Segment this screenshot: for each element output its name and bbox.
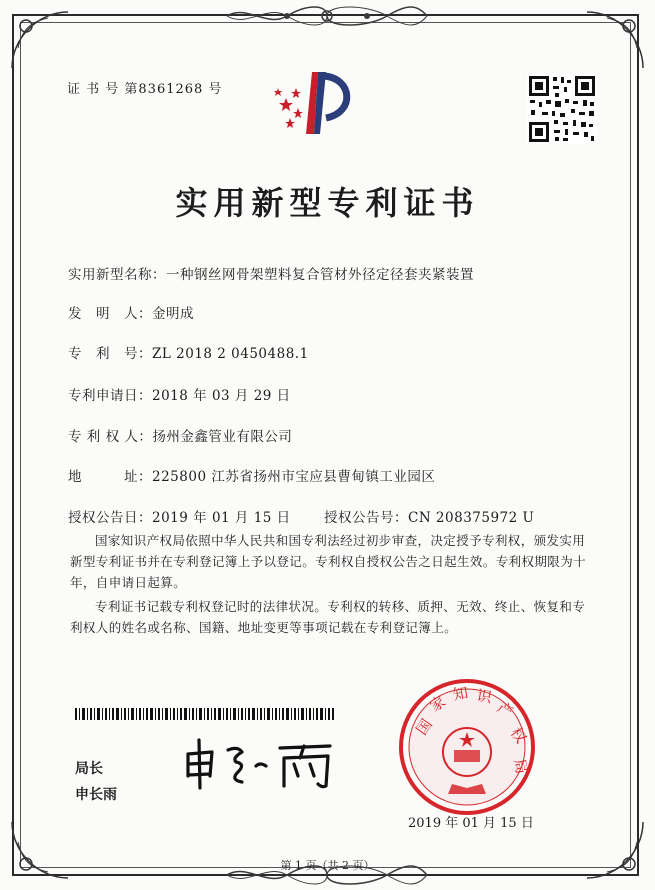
inventor-label: 发 明 人： [68,306,152,322]
seal-date: 2019 年 01 月 15 日 [408,816,534,831]
page-number: 第 1 页（共 2 页） [280,859,375,872]
svg-text:权: 权 [506,723,531,747]
patentee-row [68,425,292,445]
patentee-label: 专 利 权 人： [68,429,153,445]
filing-date-row [68,384,291,404]
certificate-statement-1: 国家知识产权局依照中华人民共和国专利法经过初步审查，决定授予专利权，颁发实用新型专利证书并在专利登记簿上予以登记。专利权自授权公告之日起生效。专利权期限为十年，自申请日起算。 [70,533,587,590]
address-label: 地 址： [68,469,152,485]
utility-model-name-row [68,263,474,283]
certificate-statement-2: 专利证书记载专利权登记时的法律状况。专利权的转移、质押、无效、终止、恢复和专利权人的姓名或名称、国籍、地址变更等事项记载在专利登记簿上。 [70,599,586,635]
director-title: 局长 [75,761,103,777]
address-row [68,465,435,485]
address-value: 225800 江苏省扬州市宝应县曹甸镇工业园区 [152,469,436,485]
top-ornament [222,2,432,30]
qr-code [527,74,597,144]
cnipa-logo [272,68,362,140]
grant-date-value: 2019 年 01 月 15 日 [152,510,291,526]
svg-text:产: 产 [493,698,517,722]
grant-date-row [68,506,291,526]
patent-number-row [68,342,309,362]
inventor-row [68,302,194,322]
grant-number-row [324,506,534,526]
patentee-value: 扬州金鑫管业有限公司 [152,429,293,445]
corner-ornament-top-left [8,8,78,78]
utility-model-name-label: 实用新型名称： [68,267,166,283]
svg-text:家: 家 [426,692,449,716]
certificate-number: 证 书 号 第8361268 号 [67,82,223,97]
svg-text:知: 知 [451,683,470,704]
patent-number-value: ZL 2018 2 0450488.1 [152,346,309,362]
utility-model-name-value: 一种钢丝网骨架塑料复合管材外径定径套夹紧装置 [166,267,474,283]
inventor-value: 金明成 [152,306,194,322]
barcode [75,708,335,720]
grant-number-value: CN 208375972 U [408,510,535,526]
svg-text:局: 局 [510,757,531,776]
filing-date-label: 专利申请日： [68,388,152,404]
certificate-title: 实用新型专利证书 [175,184,480,222]
patent-number-label: 专 利 号： [68,346,152,362]
corner-ornament-top-right [577,8,647,78]
svg-text:国: 国 [412,715,436,739]
director-name: 申长雨 [75,787,117,803]
svg-text:识: 识 [475,686,494,707]
grant-number-label: 授权公告号： [324,510,408,526]
filing-date-value: 2018 年 03 月 29 日 [152,388,291,404]
handwritten-signature [180,736,340,792]
grant-date-label: 授权公告日： [68,510,152,526]
official-seal [396,676,538,818]
